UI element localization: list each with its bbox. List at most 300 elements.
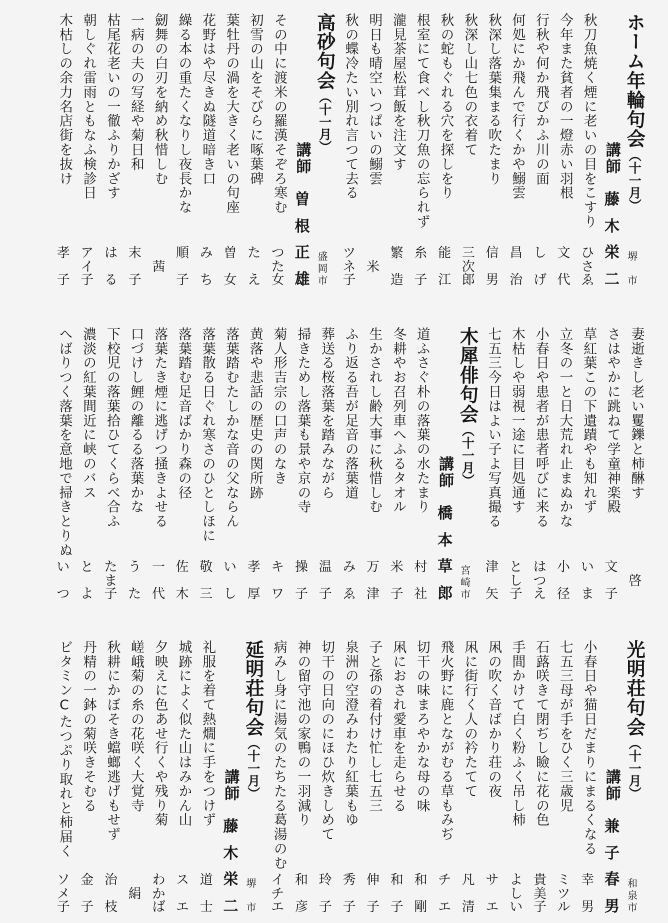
haiku-column xyxy=(575,327,599,607)
haiku-text: 木枯しや弱視一途に目処通す xyxy=(508,327,525,515)
haiku-column xyxy=(576,640,600,920)
haiku-column xyxy=(313,327,337,607)
haiku-author xyxy=(51,561,75,601)
name-char: 操 xyxy=(295,560,309,575)
haiku-text: 礼服を着て熱燗に手をつけず xyxy=(199,640,216,828)
haiku-column xyxy=(266,13,290,293)
haiku-column xyxy=(194,640,218,920)
name-char: 岡 xyxy=(317,264,328,275)
haiku-column xyxy=(51,327,75,607)
name-char: 子 xyxy=(390,587,404,602)
haiku-text: 秋の蝶冷たい別れ言つて去る xyxy=(342,13,359,201)
name-char: ま xyxy=(104,573,118,589)
group-city xyxy=(460,567,472,601)
haiku-text: 瀧見茶屋松茸飯を注文す xyxy=(389,13,406,172)
group-name: 延明荘句会 xyxy=(242,640,264,737)
name-char: 三 xyxy=(461,246,475,261)
haiku-text: 朝しぐれ雷雨ともなふ検診日 xyxy=(80,13,97,201)
name-char: 貴 xyxy=(533,873,547,888)
name-char: 男 xyxy=(485,273,499,288)
name-char: 絹 xyxy=(128,886,142,902)
haiku-column xyxy=(552,327,576,607)
haiku-text: 凩におされ愛車を走らせる xyxy=(389,640,406,813)
name-char: 佐 xyxy=(175,560,189,575)
name-char: 子 xyxy=(318,587,332,602)
haiku-author xyxy=(51,247,75,287)
name-char: 栄 xyxy=(223,870,239,889)
group-city xyxy=(627,253,639,287)
group-month: （十一月） xyxy=(317,90,333,154)
name-char: 秀 xyxy=(342,873,356,888)
name-char: 道 xyxy=(199,873,213,888)
name-char: 藤 xyxy=(604,190,620,208)
haiku-author xyxy=(504,247,528,287)
name-char: 和 xyxy=(390,873,404,888)
name-char: み xyxy=(342,560,356,575)
haiku-author xyxy=(599,561,623,601)
haiku-text: 子と孫の着付け忙し七五三 xyxy=(365,640,382,813)
name-char: ル xyxy=(557,900,571,915)
haiku-text: 根室にて食べし秋刀魚の忘られず xyxy=(413,13,430,229)
haiku-column xyxy=(75,13,99,293)
haiku-column xyxy=(266,640,290,920)
name-char: 造 xyxy=(390,273,404,288)
name-char: 江 xyxy=(438,273,452,288)
name-char: ち xyxy=(199,273,213,288)
haiku-text: 切干の日向のにほひ炊きしめて xyxy=(318,640,335,842)
haiku-column xyxy=(194,13,218,293)
group-name: 高砂句会 xyxy=(314,13,336,91)
group-header-mokusei xyxy=(433,327,480,607)
haiku-author xyxy=(290,874,314,914)
teacher-label: 講師 xyxy=(222,769,241,802)
name-char: 伸 xyxy=(366,873,380,888)
group-title xyxy=(623,640,645,800)
name-char: 根 xyxy=(294,216,310,235)
haiku-author xyxy=(576,247,600,287)
group-header-takasago xyxy=(290,13,337,293)
haiku-column xyxy=(623,327,647,607)
name-char: 木 xyxy=(604,216,620,235)
group-title xyxy=(623,13,645,211)
haiku-column xyxy=(290,327,314,607)
haiku-author xyxy=(552,561,576,601)
haiku-author xyxy=(290,561,314,601)
haiku-column xyxy=(504,327,528,607)
haiku-text: 枯尾花老いの一徹ふりかざす xyxy=(103,13,120,201)
haiku-column xyxy=(457,640,481,920)
haiku-column xyxy=(552,13,576,293)
name-char: ツ xyxy=(342,246,356,261)
name-char: 子 xyxy=(318,900,332,915)
haiku-author xyxy=(337,247,361,287)
name-char: 金 xyxy=(80,873,94,888)
haiku-column xyxy=(337,640,361,920)
haiku-text: 病みし身に湯気のたちたる葛湯のむ xyxy=(270,640,287,871)
haiku-author xyxy=(313,874,337,914)
haiku-text: 切干の味まろやかな母の味 xyxy=(413,640,430,813)
name-char: イ xyxy=(80,259,94,275)
haiku-author xyxy=(433,874,457,914)
name-char: 津 xyxy=(366,587,380,602)
teacher-label: 講師 xyxy=(437,456,455,489)
name-char: た xyxy=(104,560,118,575)
haiku-text: 秋刀魚焼く煙に老いの目をこすり xyxy=(580,13,597,229)
haiku-column xyxy=(528,327,552,607)
name-char: え xyxy=(533,587,547,602)
name-char: 敬 xyxy=(199,560,213,575)
haiku-text: へばりつく落葉を意地で掃きとりぬ xyxy=(56,327,72,558)
haiku-column xyxy=(457,13,481,293)
name-char: い xyxy=(223,560,237,575)
group-month: （十一月） xyxy=(627,737,643,800)
name-char: 子 xyxy=(128,273,142,288)
name-char: 次 xyxy=(461,259,475,275)
haiku-text: 石蕗咲きて閉ぢし瞼に花の色 xyxy=(532,640,549,828)
group-month: （十一月） xyxy=(460,424,476,487)
haiku-author xyxy=(266,874,290,914)
haiku-author xyxy=(337,561,361,601)
haiku-author xyxy=(75,561,99,601)
haiku-column xyxy=(385,13,409,293)
haiku-column xyxy=(361,640,385,920)
name-char: た xyxy=(247,246,261,261)
name-char: 藤 xyxy=(223,817,239,835)
haiku-column xyxy=(480,640,504,920)
haiku-column xyxy=(337,13,361,293)
haiku-column xyxy=(147,640,171,920)
name-char: 市 xyxy=(246,903,257,914)
haiku-author xyxy=(170,561,194,601)
name-char: 温 xyxy=(318,560,332,575)
haiku-text: 小春日や患者が患者呼びに来る xyxy=(532,327,549,529)
haiku-column xyxy=(147,327,171,607)
haiku-author xyxy=(337,874,361,914)
name-char: 順 xyxy=(176,246,190,261)
name-char: 米 xyxy=(366,259,380,275)
teacher-name xyxy=(600,819,624,914)
haiku-text: 秋深し山七色の衣着て xyxy=(461,13,478,157)
name-char: 昌 xyxy=(509,246,523,261)
name-char: 矢 xyxy=(485,587,499,602)
haiku-column xyxy=(123,327,147,607)
haiku-author xyxy=(623,561,647,601)
haiku-column xyxy=(361,13,385,293)
haiku-author xyxy=(480,247,504,287)
name-char: 二 xyxy=(223,896,239,915)
name-char: 女 xyxy=(223,273,237,288)
haiku-text: 立冬の一と日大荒れ止まぬかな xyxy=(556,327,573,529)
name-char: 曽 xyxy=(294,190,310,208)
name-char: 子 xyxy=(390,900,404,915)
haiku-author xyxy=(385,561,409,601)
haiku-column xyxy=(528,13,552,293)
haiku-author xyxy=(361,247,385,287)
name-char: 玲 xyxy=(318,873,332,888)
haiku-column xyxy=(242,327,266,607)
haiku-column xyxy=(290,640,314,920)
haiku-text: 神の留守池の家鴨の一羽減り xyxy=(294,640,311,828)
name-char: 和 xyxy=(414,873,428,888)
haiku-column xyxy=(313,640,337,920)
name-char: 万 xyxy=(366,560,380,575)
haiku-text: 掃きためし落葉も景や京の寺 xyxy=(294,327,311,515)
haiku-column xyxy=(504,640,528,920)
teacher-label: 講師 xyxy=(603,142,622,175)
name-char: 米 xyxy=(390,560,404,575)
name-char: エ xyxy=(271,900,285,915)
tier-2 xyxy=(50,327,647,607)
haiku-author xyxy=(242,561,266,601)
name-char: 草 xyxy=(437,557,453,576)
teacher-name xyxy=(600,192,624,287)
name-char: 剛 xyxy=(414,900,428,915)
group-title xyxy=(313,13,335,153)
haiku-author xyxy=(552,874,576,914)
haiku-author xyxy=(576,874,600,914)
haiku-column xyxy=(385,640,409,920)
haiku-column xyxy=(171,13,195,293)
name-char: 堺 xyxy=(627,252,638,263)
name-char: た xyxy=(128,587,142,602)
haiku-text: 黄落や悲話の歴史の関所跡 xyxy=(246,327,263,500)
name-char: 文 xyxy=(604,560,618,575)
haiku-text: 初雪の山をそびらに啄葉碑 xyxy=(247,13,263,186)
name-char: 男 xyxy=(604,896,620,915)
haiku-column xyxy=(266,327,290,607)
haiku-author xyxy=(194,874,218,914)
teacher-name xyxy=(290,192,314,287)
name-char: た xyxy=(271,259,285,275)
haiku-text: 道ふさぐ朴の落葉の水たまり xyxy=(413,327,430,515)
group-name: 光明荘句会 xyxy=(624,640,646,737)
name-char: は xyxy=(104,246,118,261)
name-char: 茜 xyxy=(152,259,166,275)
haiku-author xyxy=(575,561,599,601)
haiku-author xyxy=(385,874,409,914)
name-char: 治 xyxy=(509,273,523,288)
haiku-author xyxy=(457,874,481,914)
haiku-column xyxy=(433,13,457,293)
name-char: 清 xyxy=(461,900,475,915)
name-char: ま xyxy=(580,587,594,602)
haiku-author xyxy=(147,561,171,601)
haiku-text: 行秋や何か飛びかふ川の面 xyxy=(532,13,549,186)
haiku-text: 菊人形吉宗の口声のなき xyxy=(270,327,287,486)
name-char: 子 xyxy=(56,900,70,915)
name-char: 子 xyxy=(509,587,523,602)
name-char: は xyxy=(533,560,547,575)
haiku-author xyxy=(528,561,552,601)
name-char: ア xyxy=(80,246,94,261)
name-char: ソ xyxy=(56,873,70,888)
name-char: 郎 xyxy=(437,583,453,602)
name-char: 市 xyxy=(627,276,638,287)
haiku-text: 草紅葉この下遺蹟やも知れず xyxy=(580,327,597,515)
name-char: ひ xyxy=(581,246,595,261)
name-char: 津 xyxy=(485,560,499,575)
haiku-text: 七五三今日はよい子よ写真撮る xyxy=(484,327,501,529)
haiku-column xyxy=(123,13,147,293)
tier-1 xyxy=(50,13,647,293)
name-char: サ xyxy=(485,873,499,888)
haiku-author xyxy=(75,247,99,287)
name-char: 子 xyxy=(342,900,356,915)
name-char: 治 xyxy=(104,873,118,888)
haiku-column xyxy=(75,327,99,607)
tier-3 xyxy=(50,640,647,920)
name-char: よ xyxy=(509,873,523,888)
name-char: 子 xyxy=(342,273,356,288)
haiku-text: 花野はや尽きぬ隧道暗き口 xyxy=(199,13,216,186)
group-header-komyoso xyxy=(600,640,647,920)
haiku-text: 秋の蛇もぐれる穴を探しをり xyxy=(437,13,454,201)
haiku-author xyxy=(552,247,576,287)
haiku-column xyxy=(218,13,242,293)
name-char: 二 xyxy=(604,269,620,288)
haiku-column xyxy=(480,13,504,293)
name-char: 子 xyxy=(604,843,620,862)
haiku-column xyxy=(51,640,75,920)
name-char: し xyxy=(533,246,547,261)
group-name: 木犀俳句会 xyxy=(457,327,479,424)
name-char: 曽 xyxy=(223,246,237,261)
haiku-text: 飛火野に鹿とながむる草もみぢ xyxy=(437,640,454,842)
name-char: 市 xyxy=(627,903,638,914)
name-char: 啓 xyxy=(628,573,642,589)
haiku-author xyxy=(528,874,552,914)
name-char: 代 xyxy=(151,587,165,602)
name-char: エ xyxy=(438,900,452,915)
haiku-text: 口づけし鯉の離るる落葉かな xyxy=(127,327,144,515)
haiku-column xyxy=(99,327,123,607)
haiku-text: 明日も晴空いつぱいの鰯雲 xyxy=(365,13,382,186)
name-char: 市 xyxy=(317,276,328,287)
name-char: 凡 xyxy=(461,873,475,888)
haiku-text: 落葉散る日ぐれ寒さのひとしほに xyxy=(199,327,216,543)
haiku-column xyxy=(99,13,123,293)
name-char: 末 xyxy=(128,246,142,261)
name-char: し xyxy=(509,573,523,589)
group-name: ホーム年輪句会 xyxy=(624,13,646,149)
haiku-column xyxy=(218,327,242,607)
name-char: げ xyxy=(533,273,547,288)
name-char: つ xyxy=(271,246,285,261)
group-month: （十一月） xyxy=(627,148,643,212)
name-char: イ xyxy=(271,873,285,888)
name-char: 男 xyxy=(581,900,595,915)
name-char: 宮 xyxy=(460,566,471,577)
name-char: 子 xyxy=(414,273,428,288)
name-char: 孝 xyxy=(56,246,70,261)
haiku-text: 手間かけて白く粉ふく吊し柿 xyxy=(509,640,526,828)
group-header-home-nenrin xyxy=(600,13,647,293)
haiku-text: 木枯しの余力名店街を抜け xyxy=(56,13,73,186)
haiku-author xyxy=(194,561,218,601)
haiku-author xyxy=(123,561,147,601)
name-char: 一 xyxy=(151,560,165,575)
haiku-author xyxy=(409,561,433,601)
name-char: 孝 xyxy=(247,560,261,575)
name-char: し xyxy=(223,587,237,602)
haiku-text: 丹精の一鉢の菊咲きそむる xyxy=(80,640,97,813)
name-char: 木 xyxy=(175,587,189,602)
name-char: 正 xyxy=(294,243,310,262)
name-char: ゑ xyxy=(342,587,356,602)
haiku-column xyxy=(75,640,99,920)
name-char: 士 xyxy=(199,900,213,915)
haiku-text: ふり返る吾が足音の落葉道 xyxy=(342,327,359,500)
name-char: 糸 xyxy=(414,246,428,261)
name-char: 兼 xyxy=(604,817,620,835)
name-char: 市 xyxy=(460,590,471,601)
haiku-column xyxy=(99,640,123,920)
name-char: 和 xyxy=(627,879,638,890)
haiku-column xyxy=(409,327,433,607)
haiku-author xyxy=(242,247,266,287)
haiku-text: 濃淡の紅葉間近に峡のバス xyxy=(79,327,96,500)
name-char: い xyxy=(56,560,70,575)
haiku-author xyxy=(480,561,504,601)
name-char: 子 xyxy=(80,273,94,288)
haiku-text: 落葉踏むたしかな音の父ならん xyxy=(222,327,239,529)
haiku-text: 凩の吹く音ばかり荘の夜 xyxy=(485,640,502,799)
name-char: 雄 xyxy=(294,269,310,288)
haiku-text: ビタミンCたつぷり取れと柿届く xyxy=(56,640,73,859)
name-char: 幸 xyxy=(581,873,595,888)
name-char: う xyxy=(128,560,142,575)
haiku-author xyxy=(457,247,481,287)
name-char: メ xyxy=(56,886,70,902)
haiku-column xyxy=(385,327,409,607)
name-char: つ xyxy=(533,573,547,589)
name-char: 和 xyxy=(295,873,309,888)
name-char: み xyxy=(199,246,213,261)
haiku-text: その中に渡米の羅漢そぞろ寒む xyxy=(270,13,287,215)
name-char: 子 xyxy=(56,273,70,288)
name-char: と xyxy=(80,560,94,575)
haiku-author xyxy=(385,247,409,287)
name-char: 子 xyxy=(366,900,380,915)
haiku-author xyxy=(99,561,123,601)
haiku-column xyxy=(528,640,552,920)
name-char: ツ xyxy=(557,886,571,902)
name-char: チ xyxy=(271,886,285,902)
haiku-text: 葉牡丹の渦を大きく老いの句座 xyxy=(223,13,240,215)
haiku-text: 下校児の落葉拾ひてくらべ合ふ xyxy=(103,327,120,529)
haiku-author xyxy=(504,874,528,914)
haiku-text: 冬耕やお召列車へふるタオル xyxy=(389,327,406,515)
haiku-author xyxy=(361,874,385,914)
haiku-author xyxy=(504,561,528,601)
name-char: わ xyxy=(152,873,166,888)
haiku-text: 小春日や猫日だまりにまるくなる xyxy=(580,640,597,856)
name-char: 子 xyxy=(533,900,547,915)
haiku-column xyxy=(504,13,528,293)
haiku-column xyxy=(576,13,600,293)
teacher-name xyxy=(219,819,243,914)
name-char: エ xyxy=(485,900,499,915)
name-char: 崎 xyxy=(460,578,471,589)
group-header-enmeiso xyxy=(218,640,265,920)
name-char: 枝 xyxy=(104,900,118,915)
haiku-column xyxy=(361,327,385,607)
group-month: （十一月） xyxy=(245,737,261,800)
haiku-text: 秋深し落葉集まる吹たまり xyxy=(485,13,502,186)
name-char: ゑ xyxy=(581,273,595,288)
haiku-column xyxy=(171,640,195,920)
name-char: 三 xyxy=(199,587,213,602)
